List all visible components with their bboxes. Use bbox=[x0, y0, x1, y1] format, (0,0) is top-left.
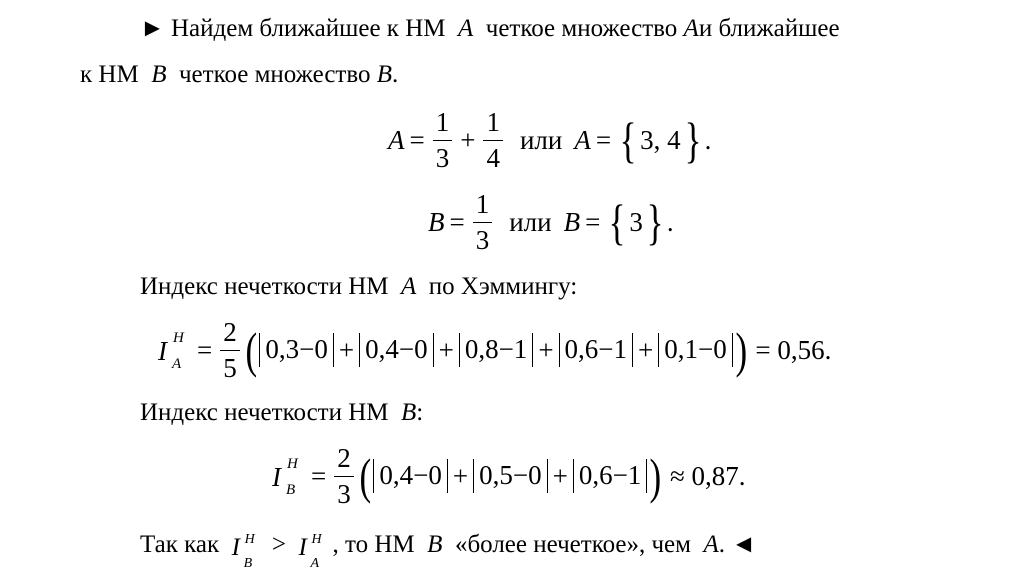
conclusion-line: Так как I H B > I H A , то НМ B «более нечеткое», чем A. ◄ bbox=[140, 531, 756, 572]
abs-term: 0,4−0 bbox=[359, 333, 433, 367]
index-symbol: I H A bbox=[158, 330, 184, 372]
hamming-a-formula: I H A = $\frac{2}{5}$ ( 0,3−0 + 0,4−0 + 0,8−1 + 0,6−1 + 0,1−0 ) = 0,56. bbox=[158, 316, 832, 383]
intro-line-2: к НМ B четкое множество B. bbox=[80, 61, 399, 88]
intro-line-1 bbox=[140, 14, 840, 44]
index-symbol: I H B bbox=[272, 456, 298, 498]
hamming-a-label: Индекс нечеткости НМ A по Хэммингу: bbox=[140, 273, 578, 300]
abs-term: 0,6−1 bbox=[573, 459, 647, 493]
abs-term: 0,1−0 bbox=[658, 333, 732, 367]
intro-text: четкое множество bbox=[178, 61, 371, 88]
fraction: $\frac{1}{3}$ bbox=[433, 109, 453, 172]
fraction: $\frac{2}{5}$ bbox=[220, 319, 240, 382]
abs-term: 0,6−1 bbox=[559, 333, 633, 367]
intro-text: четкое множество bbox=[485, 15, 678, 42]
intro-text: ► Найдем ближайшее к НМ bbox=[140, 15, 446, 42]
fraction: $\frac{1}{4}$ bbox=[483, 109, 503, 172]
index-symbol: I H A bbox=[298, 532, 322, 572]
equation-a: A = $\frac{1}{3}$ + $\frac{1}{4}$ или A = { 3, 4 } . bbox=[388, 106, 712, 173]
var-b: B bbox=[376, 61, 393, 88]
fraction: $\frac{2}{3}$ bbox=[334, 445, 354, 508]
index-symbol: I H B bbox=[231, 532, 255, 572]
var-a: A bbox=[457, 15, 474, 42]
intro-text: к НМ bbox=[80, 61, 139, 88]
var-a: A bbox=[683, 15, 699, 42]
abs-term: 0,5−0 bbox=[473, 459, 547, 493]
intro-text: и ближайшее bbox=[698, 15, 840, 42]
fraction: $\frac{1}{3}$ bbox=[473, 191, 493, 254]
hamming-b-label: Индекс нечеткости НМ B: bbox=[140, 399, 424, 426]
abs-term: 0,3−0 bbox=[259, 333, 333, 367]
abs-term: 0,4−0 bbox=[373, 459, 447, 493]
var-b: B bbox=[151, 61, 167, 88]
abs-term: 0,8−1 bbox=[459, 333, 533, 367]
equation-b: B = $\frac{1}{3}$ или B = { 3 } . bbox=[428, 188, 674, 255]
hamming-b-formula: I H B = $\frac{2}{3}$ ( 0,4−0 + 0,5−0 + 0,6−1 ) ≈ 0,87. bbox=[272, 442, 746, 509]
